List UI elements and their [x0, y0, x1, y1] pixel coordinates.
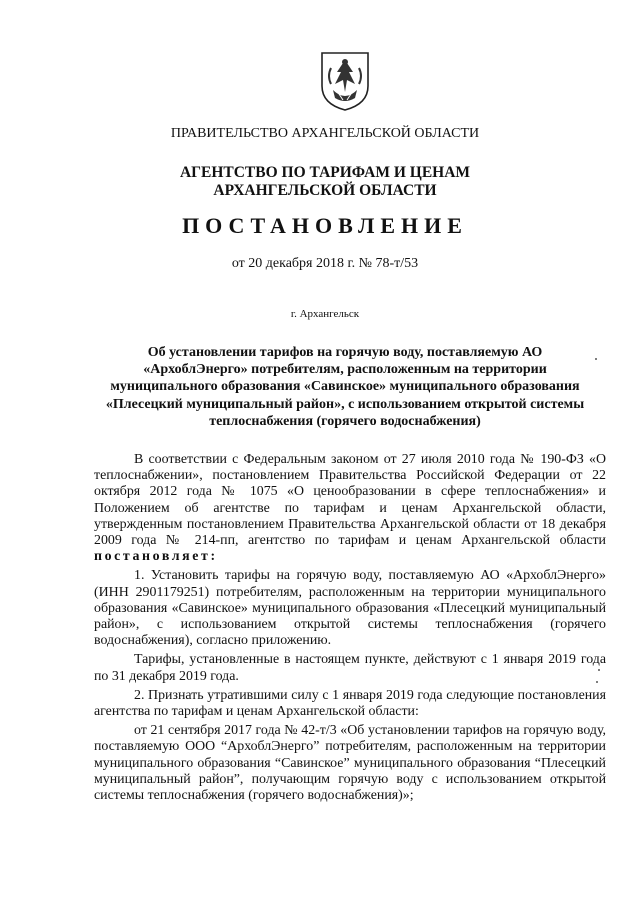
scan-speck: [596, 681, 598, 683]
agency-name: [90, 164, 560, 200]
government-name: ПРАВИТЕЛЬСТВО АРХАНГЕЛЬСКОЙ ОБЛАСТИ: [170, 126, 480, 141]
item-2-paragraph: 2. Признать утратившими силу с 1 января 2019 года следующие постановления агентства по тарифам и ценам Архангельской области:: [94, 687, 606, 720]
document-subject: Об установлении тарифов на горячую воду, поставляемую АО «АрхоблЭнерго» потребителям, расположенным на территории муниципального образования «Савинское» муниципального образования «Плесецкий муниципальный район», с использованием открытой системы теплоснабжения (горячего водоснабжения): [105, 345, 585, 429]
item-1-term-paragraph: Тарифы, установленные в настоящем пункте, действуют с 1 января 2019 года по 31 декабря 2019 года.: [94, 652, 606, 684]
arkhangelsk-coat-of-arms-icon: [319, 50, 371, 112]
scan-speck: [598, 669, 600, 671]
document-city: г. Архангельск: [290, 308, 360, 320]
item-2-subitem-1-paragraph: от 21 сентября 2017 года № 42-т/3 «Об установлении тарифов на горячую воду, поставляемую ООО “АрхоблЭнерго” потребителям, расположенным на территории муниципального образования “Савинское” муниципального образования “Плесецкий муниципальный район”, получающим горячую воду с использованием открытой системы теплоснабжения (горячего водоснабжения)»;: [94, 723, 606, 804]
preamble-text: В соответствии с Федеральным законом от 27 июля 2010 года № 190-ФЗ «О теплоснабжении», постановлением Правительства Российской Федерации от 22 октября 2012 года № 1075 «О ценообразовании в сфере теплоснабжения» и Положением об агентстве по тарифам и ценам Архангельской области, утвержденным постановлением Правительства Архангельской области от 18 декабря 2009 года № 214-пп, агентство по тарифам и ценам Архангельской области: [94, 452, 606, 549]
decree-colon: :: [210, 549, 218, 565]
agency-name-line2: АРХАНГЕЛЬСКОЙ ОБЛАСТИ: [213, 182, 437, 199]
document-body: [94, 452, 606, 804]
document-type: ПОСТАНОВЛЕНИЕ: [182, 213, 468, 238]
decree-word: постановляет: [94, 549, 211, 565]
document-date-number: от 20 декабря 2018 г. № 78-т/53: [231, 256, 419, 271]
item-1-paragraph: 1. Установить тарифы на горячую воду, поставляемую АО «АрхоблЭнерго» (ИНН 2901179251) потребителям, расположенным на территории муниципального образования «Савинское» муниципального образования «Плесецкий муниципальный район», с использованием открытой системы теплоснабжения (горячего водоснабжения), согласно приложению.: [94, 568, 606, 649]
preamble-paragraph: [94, 452, 606, 565]
agency-name-line1: АГЕНТСТВО ПО ТАРИФАМ И ЦЕНАМ: [179, 164, 471, 181]
scan-speck: [595, 358, 597, 360]
